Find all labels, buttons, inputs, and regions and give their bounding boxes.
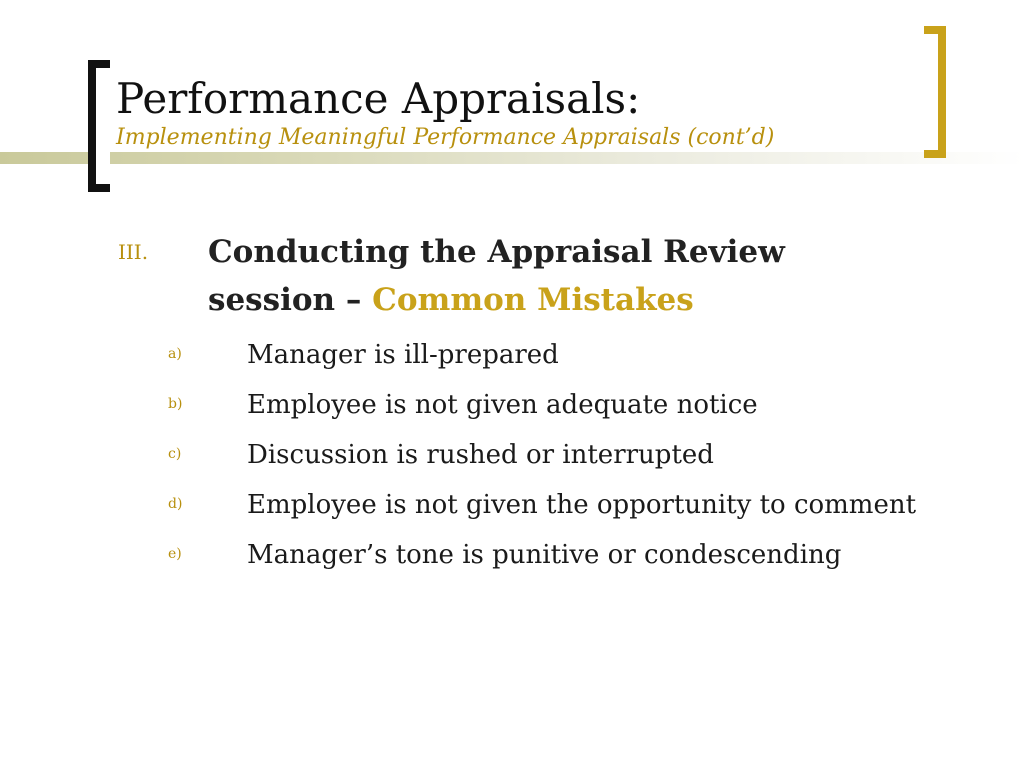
main-item-text-before: Conducting the Appraisal Review session – (208, 234, 785, 318)
main-item-accent-text: Common Mistakes (372, 282, 694, 318)
list-item-marker: e) (168, 546, 182, 562)
right-bracket-decoration (924, 26, 946, 158)
slide-title: Performance Appraisals: (116, 74, 641, 123)
slide-content (118, 228, 998, 586)
list-item-marker: d) (168, 496, 183, 512)
list-item-marker: a) (168, 346, 182, 362)
title-block (116, 74, 906, 152)
main-item-number: III. (118, 240, 149, 264)
slide-subtitle: Implementing Meaningful Performance Appraisals (cont’d) (116, 125, 775, 150)
main-list-item (118, 228, 998, 324)
list-item (118, 436, 998, 475)
list-item (118, 386, 998, 425)
list-item-marker: c) (168, 446, 182, 462)
list-item-text: Employee is not given adequate notice (247, 390, 758, 420)
list-item-text: Employee is not given the opportunity to comment (247, 490, 917, 520)
list-item-text: Manager is ill-prepared (247, 340, 559, 370)
main-item-text (208, 228, 868, 324)
list-item-text: Manager’s tone is punitive or condescending (247, 540, 842, 570)
list-item-marker: b) (168, 396, 183, 412)
list-item (118, 536, 998, 575)
list-item (118, 486, 998, 525)
list-item (118, 336, 998, 375)
left-bracket-decoration (88, 60, 110, 192)
sub-list (118, 336, 998, 575)
list-item-text: Discussion is rushed or interrupted (247, 440, 714, 470)
title-gradient-rule (0, 152, 1024, 164)
